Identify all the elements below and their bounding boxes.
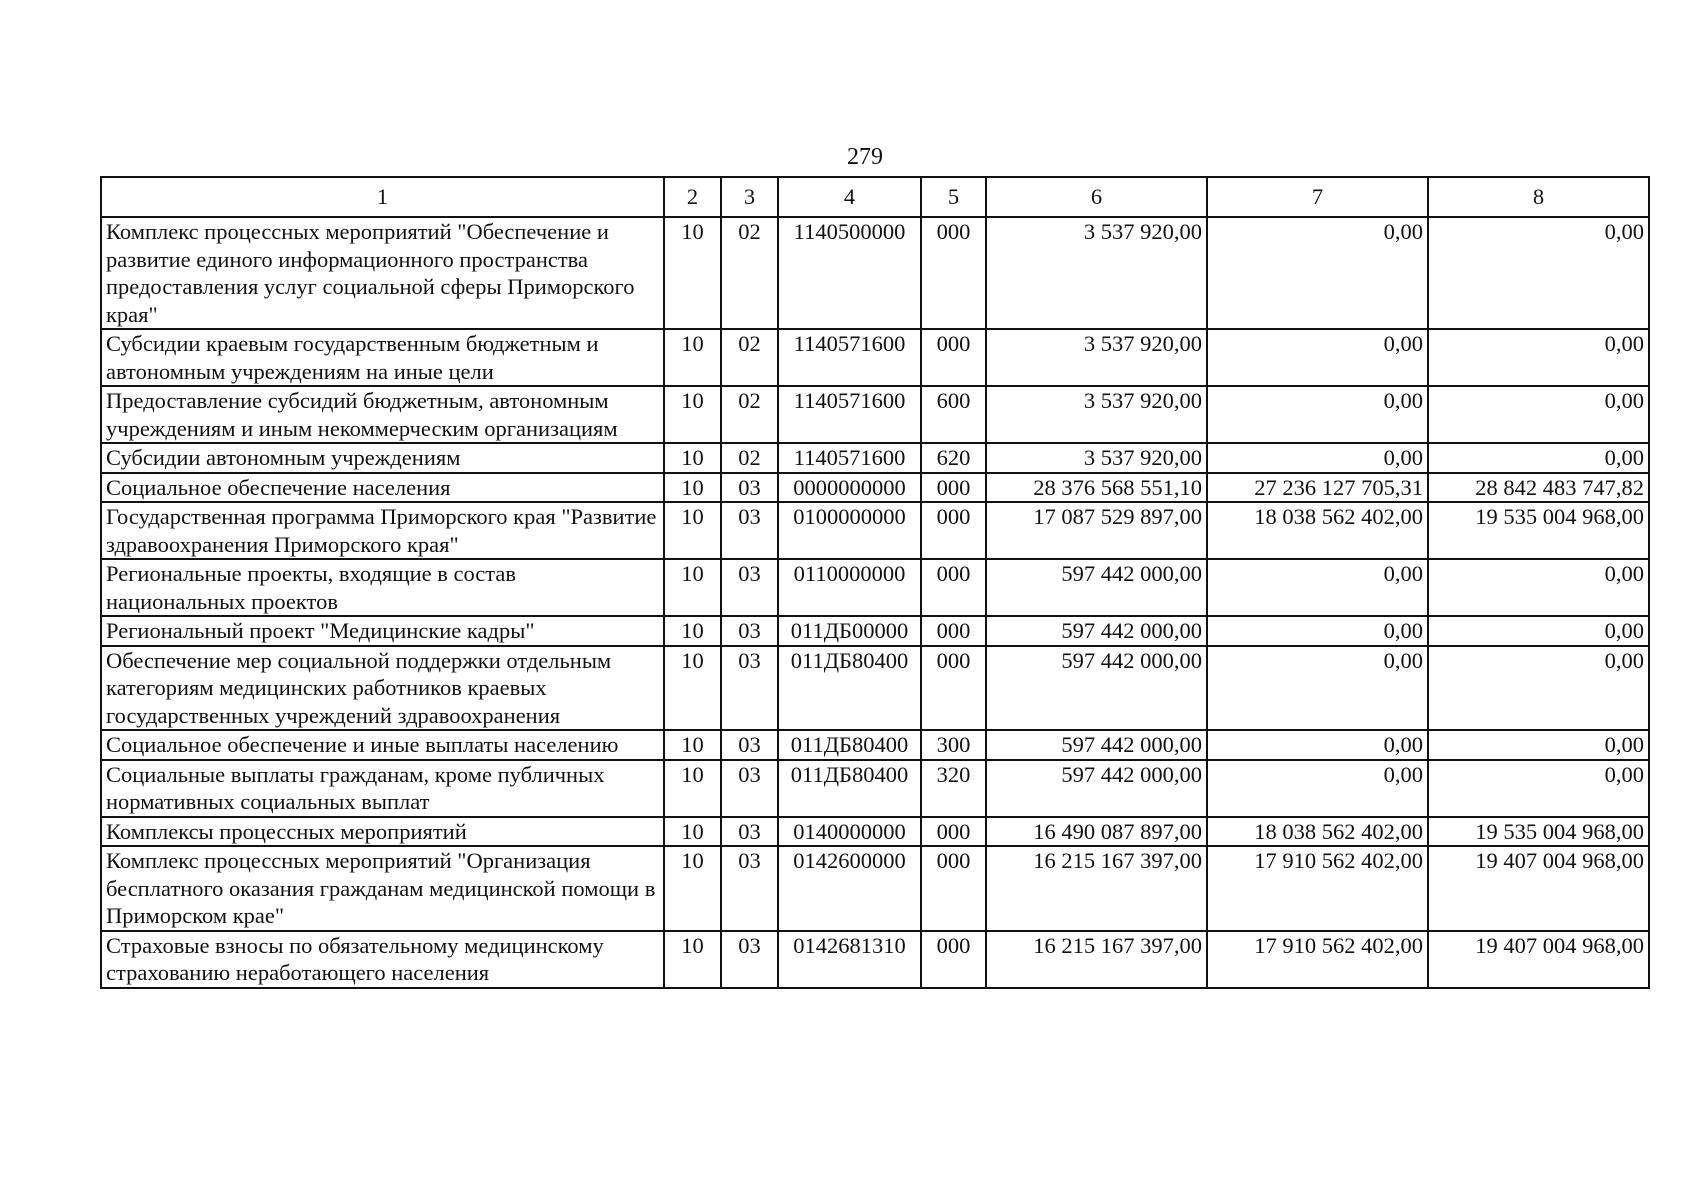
column-header-4: 4 bbox=[778, 177, 921, 217]
column-header-8: 8 bbox=[1428, 177, 1649, 217]
expense-type-code: 000 bbox=[921, 616, 986, 646]
target-article-code: 0100000000 bbox=[778, 502, 921, 559]
amount-col-8: 19 407 004 968,00 bbox=[1428, 931, 1649, 988]
row-name: Предоставление субсидий бюджетным, автономным учреждениям и иным некоммерческим организациям bbox=[101, 386, 664, 443]
amount-col-6: 16 215 167 397,00 bbox=[986, 931, 1207, 988]
column-header-3: 3 bbox=[721, 177, 778, 217]
target-article-code: 1140571600 bbox=[778, 329, 921, 386]
target-article-code: 0142681310 bbox=[778, 931, 921, 988]
table-row bbox=[101, 846, 1649, 931]
subsection-code: 03 bbox=[721, 730, 778, 760]
target-article-code: 011ДБ80400 bbox=[778, 760, 921, 817]
row-name: Социальные выплаты гражданам, кроме публичных нормативных социальных выплат bbox=[101, 760, 664, 817]
amount-col-8: 28 842 483 747,82 bbox=[1428, 473, 1649, 503]
page-number: 279 bbox=[847, 144, 883, 170]
table-row bbox=[101, 443, 1649, 473]
target-article-code: 1140571600 bbox=[778, 386, 921, 443]
table-row bbox=[101, 386, 1649, 443]
amount-col-6: 17 087 529 897,00 bbox=[986, 502, 1207, 559]
budget-table bbox=[100, 176, 1650, 989]
expense-type-code: 000 bbox=[921, 817, 986, 847]
amount-col-7: 17 910 562 402,00 bbox=[1207, 931, 1428, 988]
amount-col-6: 3 537 920,00 bbox=[986, 329, 1207, 386]
expense-type-code: 000 bbox=[921, 217, 986, 329]
row-name: Комплекс процессных мероприятий "Организация бесплатного оказания гражданам медицинской помощи в Приморском крае" bbox=[101, 846, 664, 931]
section-code: 10 bbox=[664, 931, 721, 988]
amount-col-8: 0,00 bbox=[1428, 730, 1649, 760]
expense-type-code: 620 bbox=[921, 443, 986, 473]
table-row bbox=[101, 329, 1649, 386]
amount-col-7: 0,00 bbox=[1207, 329, 1428, 386]
amount-col-8: 0,00 bbox=[1428, 329, 1649, 386]
target-article-code: 011ДБ00000 bbox=[778, 616, 921, 646]
amount-col-6: 597 442 000,00 bbox=[986, 616, 1207, 646]
section-code: 10 bbox=[664, 760, 721, 817]
target-article-code: 1140571600 bbox=[778, 443, 921, 473]
amount-col-7: 0,00 bbox=[1207, 386, 1428, 443]
target-article-code: 0140000000 bbox=[778, 817, 921, 847]
target-article-code: 0110000000 bbox=[778, 559, 921, 616]
target-article-code: 1140500000 bbox=[778, 217, 921, 329]
column-header-7: 7 bbox=[1207, 177, 1428, 217]
row-name: Региональные проекты, входящие в состав национальных проектов bbox=[101, 559, 664, 616]
amount-col-7: 18 038 562 402,00 bbox=[1207, 502, 1428, 559]
row-name: Обеспечение мер социальной поддержки отдельным категориям медицинских работников краевых государственных учреждений здравоохранения bbox=[101, 646, 664, 731]
section-code: 10 bbox=[664, 502, 721, 559]
amount-col-6: 28 376 568 551,10 bbox=[986, 473, 1207, 503]
subsection-code: 02 bbox=[721, 217, 778, 329]
amount-col-6: 3 537 920,00 bbox=[986, 217, 1207, 329]
expense-type-code: 000 bbox=[921, 473, 986, 503]
expense-type-code: 000 bbox=[921, 846, 986, 931]
section-code: 10 bbox=[664, 473, 721, 503]
amount-col-8: 0,00 bbox=[1428, 443, 1649, 473]
amount-col-8: 0,00 bbox=[1428, 386, 1649, 443]
amount-col-7: 18 038 562 402,00 bbox=[1207, 817, 1428, 847]
amount-col-8: 0,00 bbox=[1428, 646, 1649, 731]
row-name: Субсидии автономным учреждениям bbox=[101, 443, 664, 473]
amount-col-6: 597 442 000,00 bbox=[986, 646, 1207, 731]
table-row bbox=[101, 616, 1649, 646]
amount-col-6: 597 442 000,00 bbox=[986, 559, 1207, 616]
amount-col-7: 17 910 562 402,00 bbox=[1207, 846, 1428, 931]
amount-col-6: 16 215 167 397,00 bbox=[986, 846, 1207, 931]
subsection-code: 02 bbox=[721, 386, 778, 443]
amount-col-6: 3 537 920,00 bbox=[986, 386, 1207, 443]
target-article-code: 011ДБ80400 bbox=[778, 730, 921, 760]
column-header-5: 5 bbox=[921, 177, 986, 217]
row-name: Государственная программа Приморского края "Развитие здравоохранения Приморского края" bbox=[101, 502, 664, 559]
row-name: Региональный проект "Медицинские кадры" bbox=[101, 616, 664, 646]
expense-type-code: 320 bbox=[921, 760, 986, 817]
expense-type-code: 000 bbox=[921, 502, 986, 559]
section-code: 10 bbox=[664, 646, 721, 731]
subsection-code: 03 bbox=[721, 502, 778, 559]
target-article-code: 0142600000 bbox=[778, 846, 921, 931]
table-row bbox=[101, 817, 1649, 847]
subsection-code: 03 bbox=[721, 616, 778, 646]
amount-col-8: 19 407 004 968,00 bbox=[1428, 846, 1649, 931]
table-row bbox=[101, 646, 1649, 731]
row-name: Комплекс процессных мероприятий "Обеспечение и развитие единого информационного пространства предоставления услуг социальной сферы Приморского края" bbox=[101, 217, 664, 329]
row-name: Социальное обеспечение населения bbox=[101, 473, 664, 503]
amount-col-8: 19 535 004 968,00 bbox=[1428, 817, 1649, 847]
amount-col-7: 0,00 bbox=[1207, 217, 1428, 329]
subsection-code: 03 bbox=[721, 760, 778, 817]
subsection-code: 03 bbox=[721, 931, 778, 988]
expense-type-code: 000 bbox=[921, 329, 986, 386]
section-code: 10 bbox=[664, 217, 721, 329]
expense-type-code: 000 bbox=[921, 646, 986, 731]
table-row bbox=[101, 931, 1649, 988]
amount-col-6: 3 537 920,00 bbox=[986, 443, 1207, 473]
row-name: Страховые взносы по обязательному медицинскому страхованию неработающего населения bbox=[101, 931, 664, 988]
table-row bbox=[101, 559, 1649, 616]
amount-col-6: 597 442 000,00 bbox=[986, 760, 1207, 817]
column-header-6: 6 bbox=[986, 177, 1207, 217]
amount-col-8: 0,00 bbox=[1428, 559, 1649, 616]
table-row bbox=[101, 473, 1649, 503]
subsection-code: 02 bbox=[721, 443, 778, 473]
amount-col-8: 19 535 004 968,00 bbox=[1428, 502, 1649, 559]
expense-type-code: 000 bbox=[921, 559, 986, 616]
target-article-code: 0000000000 bbox=[778, 473, 921, 503]
section-code: 10 bbox=[664, 846, 721, 931]
amount-col-7: 0,00 bbox=[1207, 760, 1428, 817]
row-name: Комплексы процессных мероприятий bbox=[101, 817, 664, 847]
amount-col-7: 0,00 bbox=[1207, 646, 1428, 731]
subsection-code: 03 bbox=[721, 473, 778, 503]
section-code: 10 bbox=[664, 730, 721, 760]
section-code: 10 bbox=[664, 616, 721, 646]
amount-col-7: 0,00 bbox=[1207, 559, 1428, 616]
subsection-code: 03 bbox=[721, 559, 778, 616]
row-name: Социальное обеспечение и иные выплаты населению bbox=[101, 730, 664, 760]
header-row bbox=[101, 177, 1649, 217]
target-article-code: 011ДБ80400 bbox=[778, 646, 921, 731]
section-code: 10 bbox=[664, 386, 721, 443]
table-row bbox=[101, 760, 1649, 817]
table-row bbox=[101, 217, 1649, 329]
section-code: 10 bbox=[664, 817, 721, 847]
subsection-code: 03 bbox=[721, 846, 778, 931]
section-code: 10 bbox=[664, 559, 721, 616]
section-code: 10 bbox=[664, 329, 721, 386]
expense-type-code: 000 bbox=[921, 931, 986, 988]
row-name: Субсидии краевым государственным бюджетным и автономным учреждениям на иные цели bbox=[101, 329, 664, 386]
expense-type-code: 300 bbox=[921, 730, 986, 760]
amount-col-7: 0,00 bbox=[1207, 443, 1428, 473]
amount-col-7: 0,00 bbox=[1207, 730, 1428, 760]
amount-col-7: 0,00 bbox=[1207, 616, 1428, 646]
subsection-code: 03 bbox=[721, 646, 778, 731]
section-code: 10 bbox=[664, 443, 721, 473]
subsection-code: 02 bbox=[721, 329, 778, 386]
subsection-code: 03 bbox=[721, 817, 778, 847]
amount-col-7: 27 236 127 705,31 bbox=[1207, 473, 1428, 503]
amount-col-8: 0,00 bbox=[1428, 760, 1649, 817]
amount-col-6: 16 490 087 897,00 bbox=[986, 817, 1207, 847]
column-header-2: 2 bbox=[664, 177, 721, 217]
table-row bbox=[101, 730, 1649, 760]
amount-col-6: 597 442 000,00 bbox=[986, 730, 1207, 760]
table-row bbox=[101, 502, 1649, 559]
column-header-1: 1 bbox=[101, 177, 664, 217]
amount-col-8: 0,00 bbox=[1428, 217, 1649, 329]
amount-col-8: 0,00 bbox=[1428, 616, 1649, 646]
expense-type-code: 600 bbox=[921, 386, 986, 443]
